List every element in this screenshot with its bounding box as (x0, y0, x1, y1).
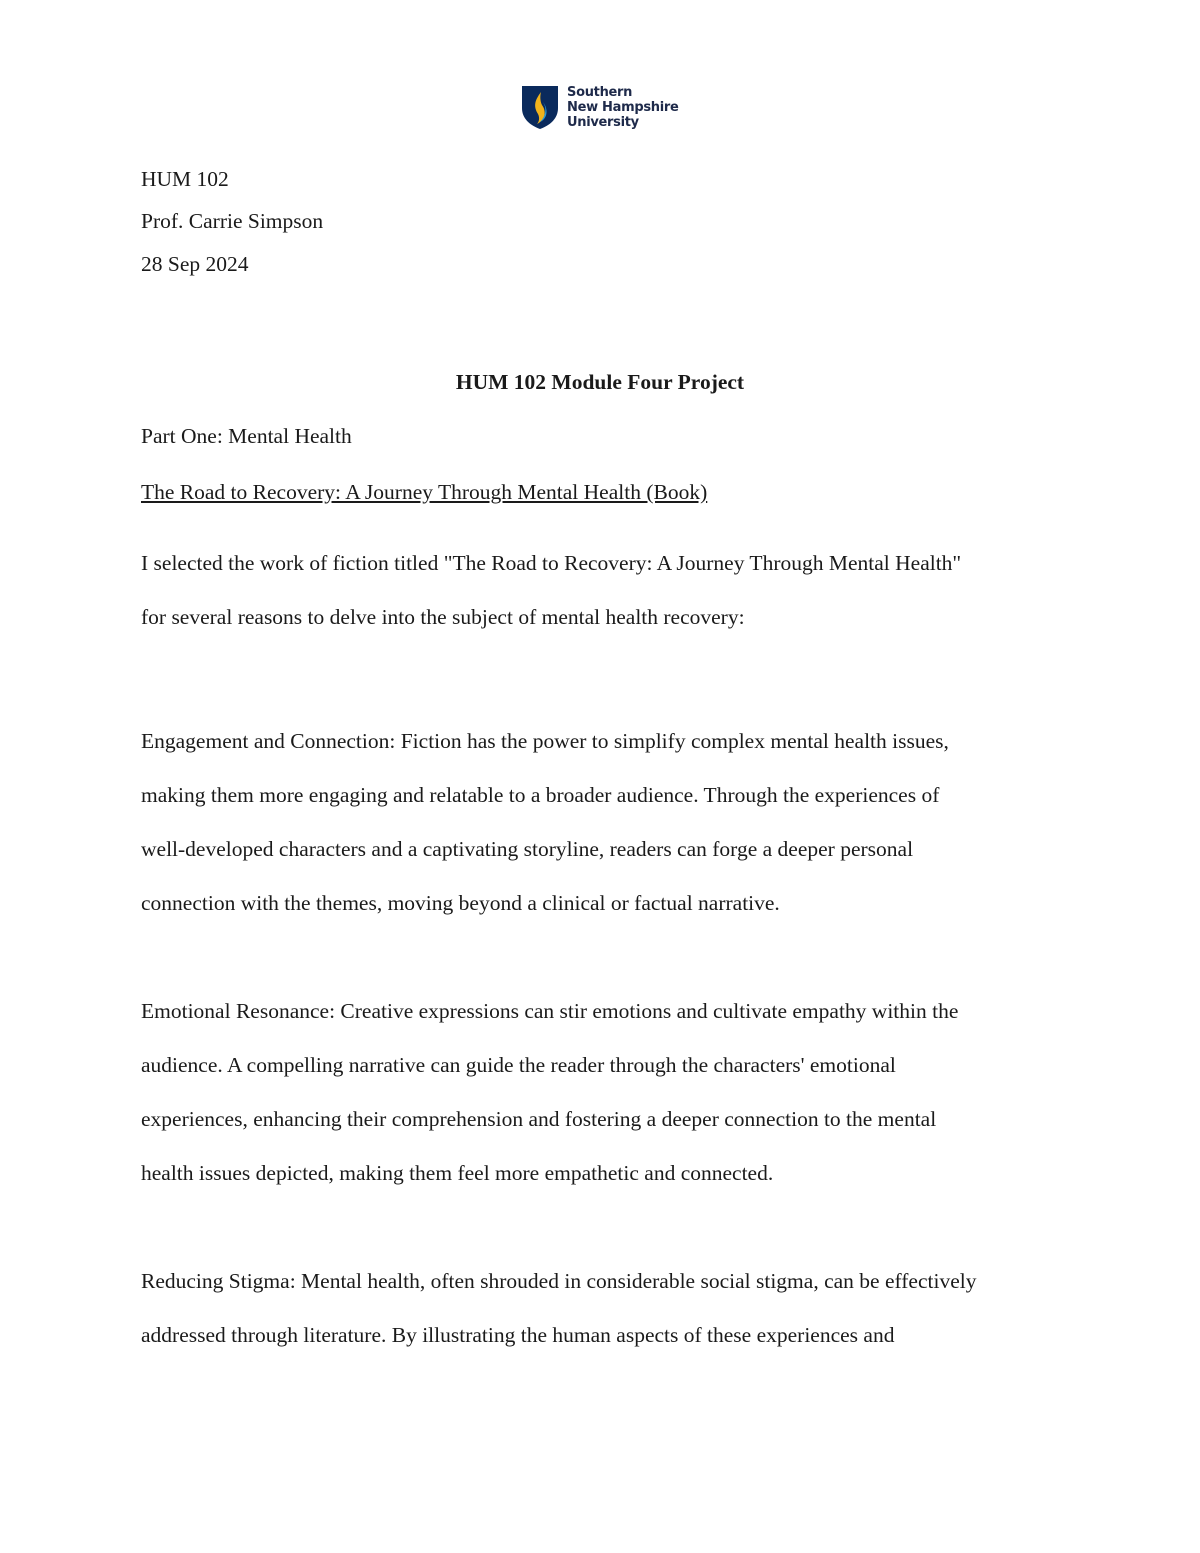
body-line: I selected the work of fiction titled "The Road to Recovery: A Journey Through Mental Health" (141, 551, 962, 575)
body-line: connection with the themes, moving beyond a clinical or factual narrative. (141, 891, 780, 915)
body-line: addressed through literature. By illustrating the human aspects of these experiences and (141, 1323, 895, 1347)
section-heading: Part One: Mental Health (141, 424, 352, 448)
body-line: experiences, enhancing their comprehension and fostering a deeper connection to the mental (141, 1107, 937, 1131)
professor-name: Prof. Carrie Simpson (141, 209, 324, 233)
work-title: The Road to Recovery: A Journey Through Mental Health (Book) (141, 480, 708, 504)
shield-flame-icon (521, 84, 559, 130)
university-logo (521, 84, 679, 130)
body-line: Engagement and Connection: Fiction has the power to simplify complex mental health issues, (141, 729, 949, 753)
course-code: HUM 102 (141, 167, 229, 191)
logo-text (567, 85, 679, 130)
logo-line: New Hampshire (567, 99, 679, 115)
body-line: making them more engaging and relatable to a broader audience. Through the experiences of (141, 783, 940, 807)
body-line: well-developed characters and a captivating storyline, readers can forge a deeper personal (141, 837, 914, 861)
body-line: Reducing Stigma: Mental health, often shrouded in considerable social stigma, can be effectively (141, 1269, 977, 1293)
body-line: audience. A compelling narrative can guide the reader through the characters' emotional (141, 1053, 896, 1077)
document-title: HUM 102 Module Four Project (455, 370, 745, 394)
body-line: health issues depicted, making them feel more empathetic and connected. (141, 1161, 774, 1185)
logo-line: University (567, 114, 639, 130)
body-line: Emotional Resonance: Creative expressions can stir emotions and cultivate empathy within the (141, 999, 959, 1023)
logo-line: Southern (567, 84, 633, 100)
date: 28 Sep 2024 (141, 252, 249, 276)
body-line: for several reasons to delve into the subject of mental health recovery: (141, 605, 745, 629)
